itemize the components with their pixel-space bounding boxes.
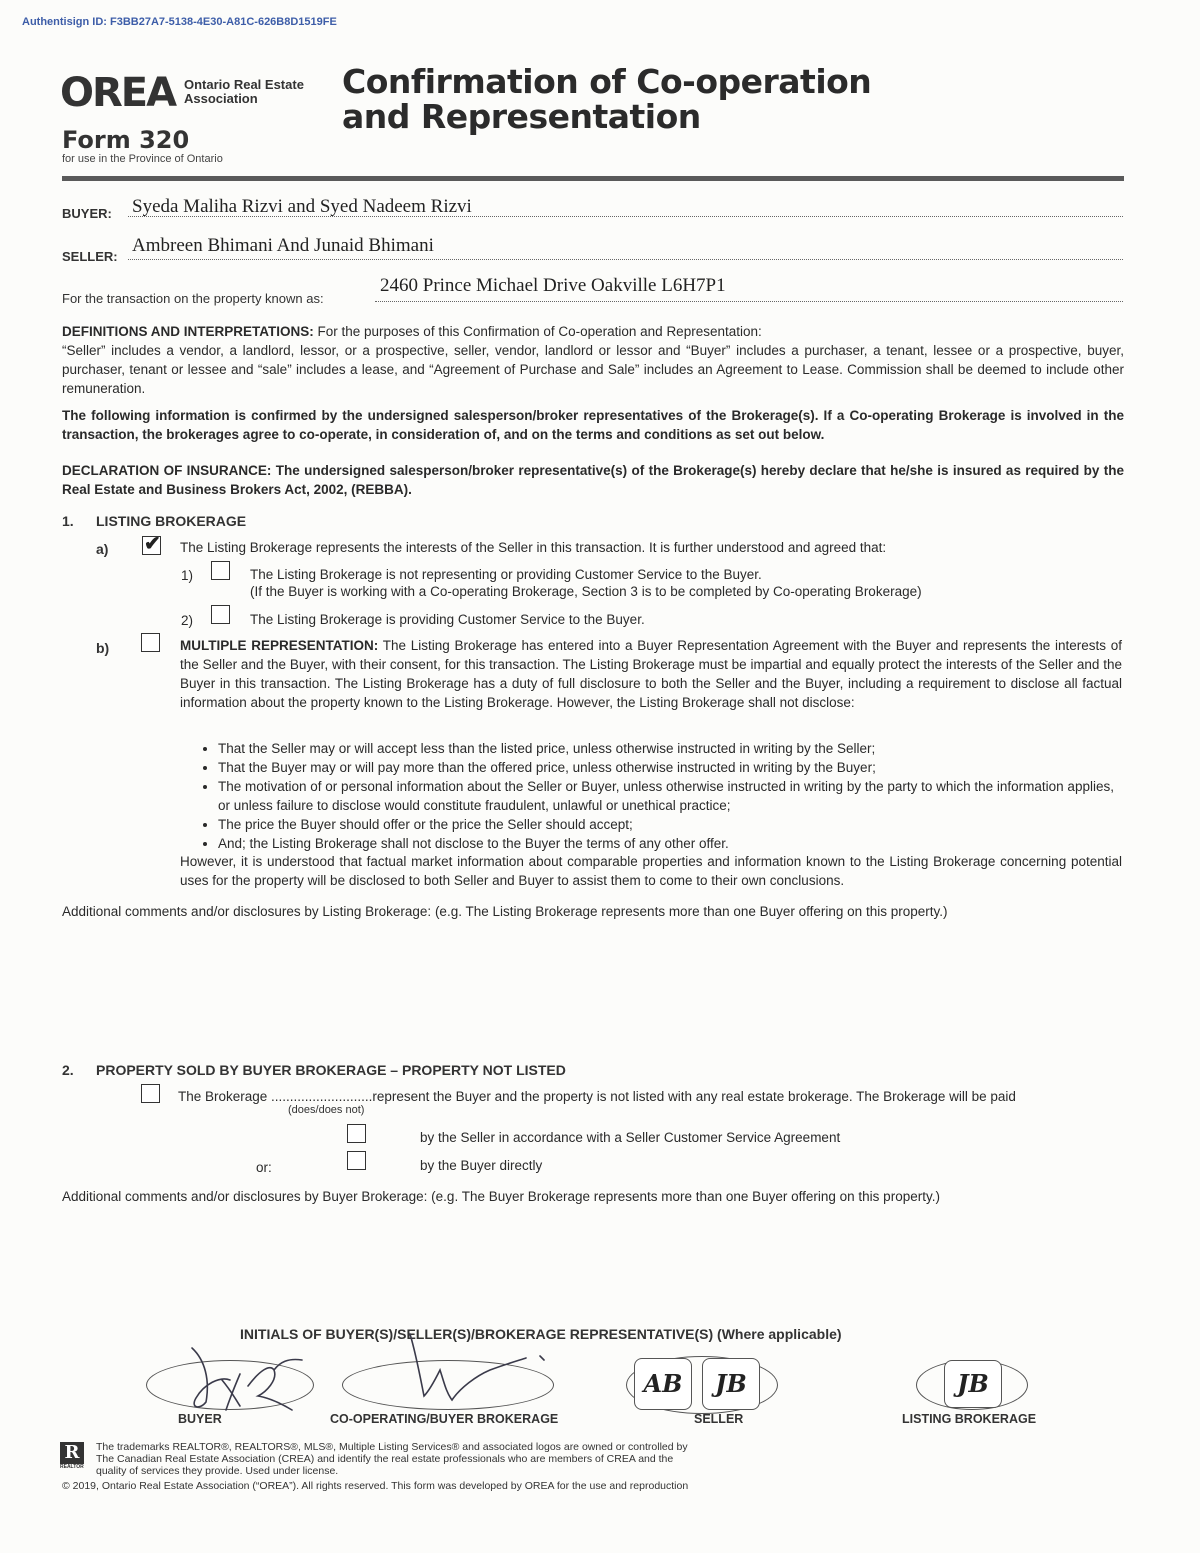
realtor-mark: R bbox=[60, 1442, 84, 1464]
seller-initials-label: SELLER bbox=[694, 1412, 744, 1426]
orea-logo bbox=[60, 70, 320, 115]
property-value: 2460 Prince Michael Drive Oakville L6H7P1 bbox=[380, 275, 726, 296]
realtor-word: REALTOR bbox=[60, 1464, 84, 1470]
multiple-representation-heading: MULTIPLE REPRESENTATION: bbox=[180, 638, 379, 653]
buyer-initials-label: BUYER bbox=[178, 1412, 222, 1426]
insurance bbox=[62, 461, 1124, 499]
section-1b-checkbox[interactable] bbox=[141, 633, 160, 652]
title-line-2: and Representation bbox=[342, 97, 701, 136]
definitions-lead: For the purposes of this Confirmation of Co-operation and Representation: bbox=[313, 324, 762, 339]
listing-additional-comments: Additional comments and/or disclosures by Listing Brokerage: (e.g. The Listing Brokerage represents more than one Buyer offering on this property.) bbox=[62, 904, 948, 919]
seller-initials-box-2: JB bbox=[702, 1358, 760, 1410]
section-1b-after: However, it is understood that factual market information about comparable properties and information known to the Listing Brokerage concerning potential uses for the property will be disclosed to both Seller and Buyer to assist them to come to their own conclusions. bbox=[180, 854, 1122, 888]
association-line-2: Association bbox=[184, 91, 258, 106]
section-1b-label: b) bbox=[96, 640, 110, 656]
buyer-label: BUYER: bbox=[62, 206, 112, 221]
association-name bbox=[184, 78, 304, 106]
footer-line-1: The trademarks REALTOR®, REALTORS®, MLS®, Multiple Listing Services® and associated logos are owned or controlled by bbox=[96, 1441, 688, 1453]
section-1-heading: LISTING BROKERAGE bbox=[96, 513, 247, 529]
buyer-comments-area[interactable] bbox=[62, 1210, 1124, 1310]
section-1a-checkbox[interactable] bbox=[142, 533, 161, 555]
disclosure-item: • And; the Listing Brokerage shall not disclose to the Buyer the terms of any other offer. bbox=[218, 834, 1122, 853]
buyer-additional-comments: Additional comments and/or disclosures by Buyer Brokerage: (e.g. The Buyer Brokerage represents more than one Buyer offering on this property.) bbox=[62, 1189, 940, 1204]
paid-by-buyer-text: by the Buyer directly bbox=[420, 1158, 543, 1173]
association-line-1: Ontario Real Estate bbox=[184, 77, 304, 92]
section-2-number: 2. bbox=[62, 1062, 74, 1078]
form-use-note: for use in the Province of Ontario bbox=[62, 153, 223, 165]
section-1a-text: The Listing Brokerage represents the interests of the Seller in this transaction. It is further understood and agreed that: bbox=[180, 540, 887, 555]
option-1-text: The Listing Brokerage is not representing or providing Customer Service to the Buyer. bbox=[250, 567, 762, 582]
seller-field[interactable] bbox=[128, 235, 1123, 260]
buyer-initials-signature bbox=[170, 1340, 320, 1420]
insurance-body: The undersigned salesperson/broker representative(s) of the Brokerage(s) hereby declare that he/she is insured as required by the Real Estate and Business Brokers Act, 2002, (REBBA). bbox=[62, 463, 1124, 497]
option-2-text: The Listing Brokerage is providing Customer Service to the Buyer. bbox=[250, 612, 645, 627]
form-number: Form 320 bbox=[62, 126, 190, 154]
multiple-representation-text: The Listing Brokerage has entered into a Buyer Representation Agreement with the Buyer and represents the interests of the Seller and the Buyer, with their consent, for this transaction. The Listing Brokerage must be impartial and equally protect the interests of the Seller and the Buyer in this transaction. The Listing Brokerage has a duty of full disclosure to both the Seller and the Buyer, including a requirement to disclose all factual information about the property known to the Listing Brokerage. However, the Listing Brokerage shall not disclose: bbox=[180, 638, 1122, 710]
footer-line-2: The Canadian Real Estate Association (CREA) and identify the real estate professionals who are members of CREA and the bbox=[96, 1453, 674, 1465]
listing-initials-label: LISTING BROKERAGE bbox=[902, 1412, 1037, 1426]
option-1-checkbox[interactable] bbox=[211, 561, 230, 580]
option-1-number: 1) bbox=[181, 568, 194, 583]
confirmation-text: The following information is confirmed by the undersigned salesperson/broker representatives of the Brokerage(s). If a Co-operating Brokerage is involved in the transaction, the brokerages agree to co-operate, in consideration of, and on the terms and conditions as set out below. bbox=[62, 408, 1124, 442]
listing-initials-box: JB bbox=[944, 1360, 1002, 1408]
co-operating-initials-signature bbox=[380, 1330, 570, 1414]
option-2-number: 2) bbox=[181, 613, 194, 628]
property-label: For the transaction on the property known as: bbox=[62, 291, 324, 306]
realtor-logo bbox=[60, 1442, 90, 1472]
seller-initials-box-1: AB bbox=[634, 1358, 692, 1410]
option-1-note: (If the Buyer is working with a Co-operating Brokerage, Section 3 is to be completed by Co-operating Brokerage) bbox=[250, 584, 922, 599]
disclosure-item: • That the Seller may or will accept less than the listed price, unless otherwise instructed in writing by the Seller; bbox=[218, 739, 1122, 758]
option-2-checkbox[interactable] bbox=[211, 605, 230, 624]
paid-by-seller-checkbox[interactable] bbox=[347, 1124, 366, 1143]
header-rule bbox=[62, 176, 1124, 181]
section-1a-label: a) bbox=[96, 541, 109, 557]
footer-trademarks bbox=[96, 1441, 816, 1477]
does-does-not-note: (does/does not) bbox=[288, 1104, 365, 1116]
section-2-checkbox[interactable] bbox=[141, 1084, 160, 1103]
authentisign-id: Authentisign ID: F3BB27A7-5138-4E30-A81C-626B8D1519FE bbox=[22, 16, 337, 28]
checkmark-icon: ✔ bbox=[144, 533, 161, 555]
paid-by-seller-text: by the Seller in accordance with a Seller Customer Service Agreement bbox=[420, 1130, 841, 1145]
footer-copyright: © 2019, Ontario Real Estate Association (“OREA”). All rights reserved. This form was developed by OREA for the use and reproduction bbox=[62, 1480, 689, 1492]
title-line-1: Confirmation of Co-operation bbox=[342, 62, 872, 101]
section-2-heading: PROPERTY SOLD BY BUYER BROKERAGE – PROPERTY NOT LISTED bbox=[96, 1062, 566, 1078]
orea-logo-mark: OREA bbox=[60, 70, 176, 116]
section-1-number: 1. bbox=[62, 513, 74, 529]
multiple-representation bbox=[180, 636, 1122, 712]
seller-value: Ambreen Bhimani And Junaid Bhimani bbox=[132, 235, 434, 256]
listing-comments-area[interactable] bbox=[62, 925, 1124, 1055]
paid-by-buyer-checkbox[interactable] bbox=[347, 1151, 366, 1170]
or-label: or: bbox=[256, 1160, 272, 1175]
co-operating-initials-label: CO-OPERATING/BUYER BROKERAGE bbox=[330, 1412, 559, 1426]
brokerage-line-end: represent the Buyer and the property is not listed with any real estate brokerage. The Brokerage will be paid bbox=[372, 1089, 1016, 1104]
footer-line-3: quality of services they provide. Used under license. bbox=[96, 1465, 339, 1477]
disclosure-item: • The price the Buyer should offer or the price the Seller should accept; bbox=[218, 815, 1122, 834]
property-field[interactable] bbox=[375, 275, 1123, 302]
buyer-field[interactable] bbox=[128, 198, 1123, 217]
definitions bbox=[62, 322, 1124, 398]
insurance-heading: DECLARATION OF INSURANCE: bbox=[62, 463, 272, 478]
definitions-body: “Seller” includes a vendor, a landlord, lessor, or a prospective, seller, vendor, landlord or lessor and “Buyer” includes a purchaser, a tenant, lessee or a prospective, buyer, purchaser, tenant or lessee and “sale” includes a lease, and “Agreement of Purchase and Sale” includes an Agreement to Lease. Commission shall be deemed to include other remuneration. bbox=[62, 343, 1124, 396]
disclosure-item: • The motivation of or personal information about the Seller or Buyer, unless otherwise instructed in writing by the party to which the information applies, or unless failure to disclose would constitute fraudulent, unlawful or unethical practice; bbox=[218, 777, 1122, 815]
form-title bbox=[342, 64, 871, 134]
brokerage-line-start: The Brokerage ........................... bbox=[178, 1089, 373, 1104]
seller-label: SELLER: bbox=[62, 249, 118, 264]
initials-heading: INITIALS OF BUYER(S)/SELLER(S)/BROKERAGE REPRESENTATIVE(S) (Where applicable) bbox=[240, 1326, 842, 1342]
definitions-heading: DEFINITIONS AND INTERPRETATIONS: bbox=[62, 324, 314, 339]
disclosure-item: • That the Buyer may or will pay more than the offered price, unless otherwise instructed in writing by the Buyer; bbox=[218, 758, 1122, 777]
disclosure-list bbox=[196, 739, 1122, 853]
buyer-value: Syeda Maliha Rizvi and Syed Nadeem Rizvi bbox=[132, 196, 472, 217]
